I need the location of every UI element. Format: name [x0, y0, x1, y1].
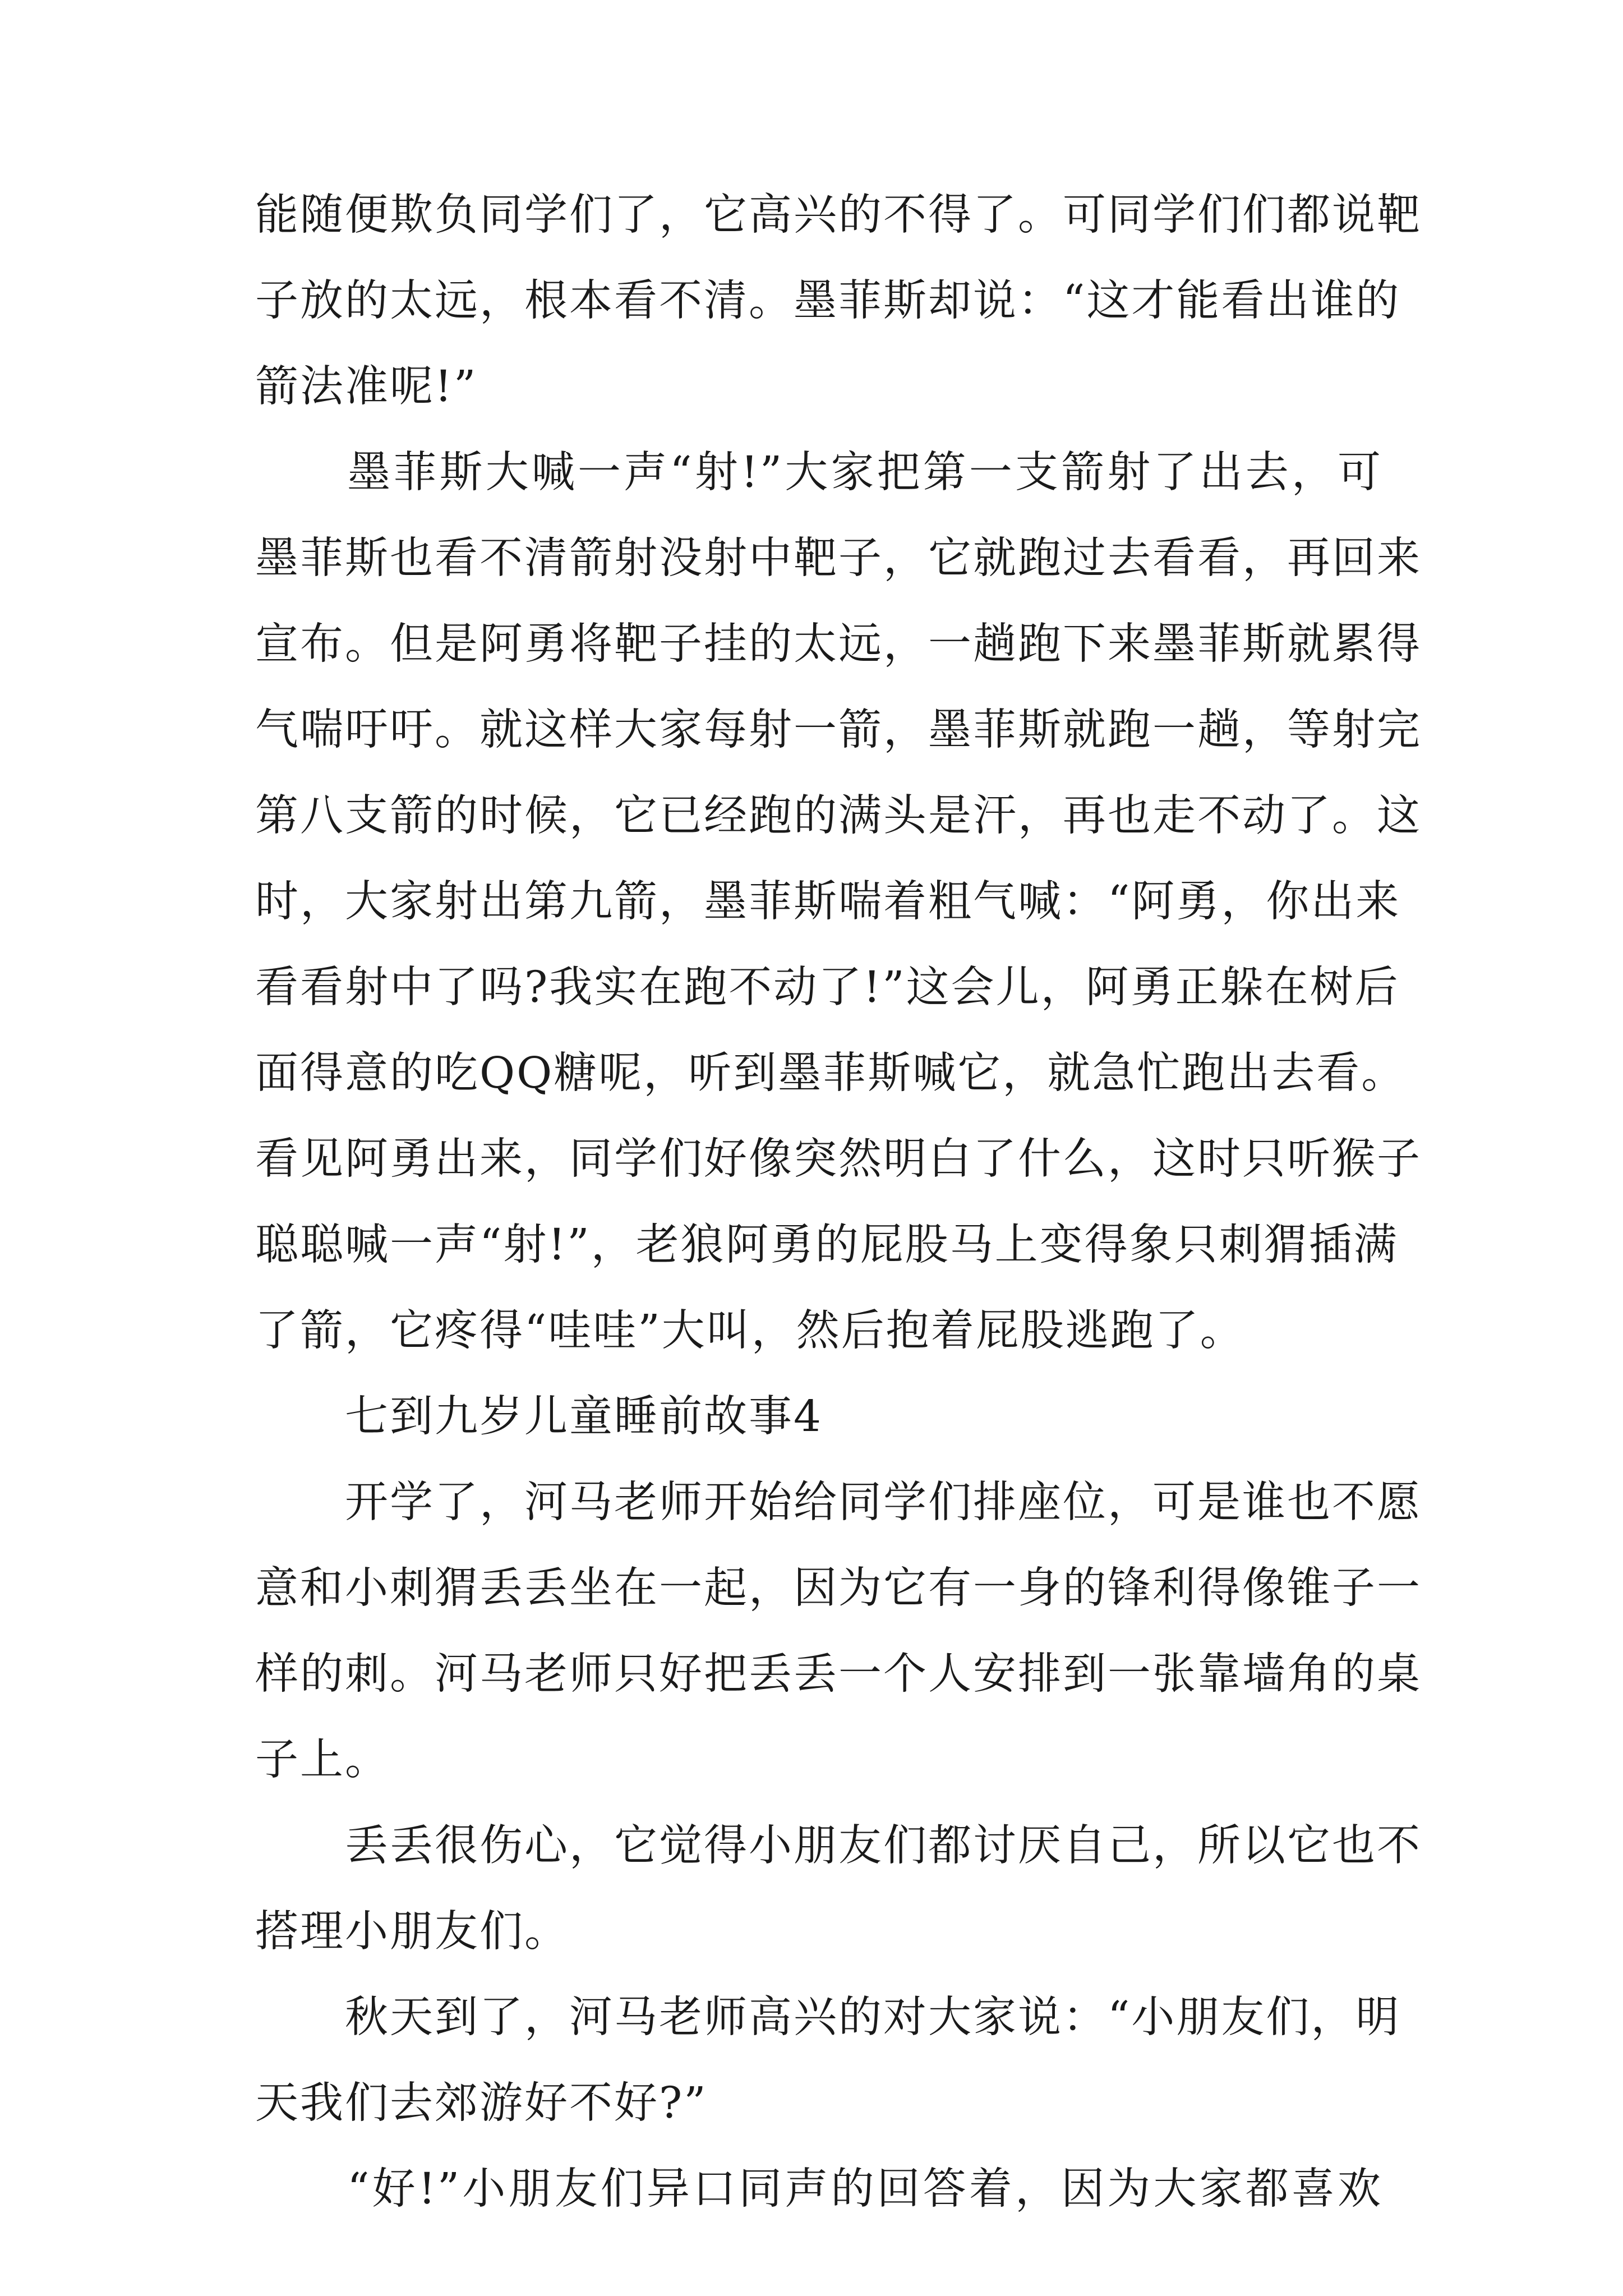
- text-line: 墨菲斯也看不清箭射没射中靶子，它就跑过去看看，再回来: [255, 533, 1422, 583]
- text-line: 样的刺。河马老师只好把丢丢一个人安排到一张靠墙角的桌: [255, 1649, 1422, 1699]
- text-line: 开学了，河马老师开始给同学们排座位，可是谁也不愿: [255, 1478, 1422, 1527]
- text-line: 天我们去郊游好不好?”: [255, 2078, 708, 2128]
- text-line: 第八支箭的时候，它已经跑的满头是汗，再也走不动了。这: [255, 791, 1422, 841]
- text-line: 看见阿勇出来，同学们好像突然明白了什么，这时只听猴子: [255, 1134, 1422, 1184]
- text-line: 搭理小朋友们。: [255, 1907, 569, 1957]
- text-line: 子放的太远，根本看不清。墨菲斯却说：“这才能看出谁的: [255, 276, 1401, 326]
- text-line: 秋天到了，河马老师高兴的对大家说：“小朋友们，明: [255, 1993, 1401, 2042]
- text-line: 意和小刺猬丢丢坐在一起，因为它有一身的锋利得像锥子一: [255, 1563, 1422, 1613]
- text-line: 宣布。但是阿勇将靶子挂的太远，一趟跑下来墨菲斯就累得: [255, 619, 1422, 669]
- text-line: 时，大家射出第九箭，墨菲斯喘着粗气喊：“阿勇，你出来: [255, 877, 1401, 927]
- text-line: 箭法准呢!”: [255, 362, 478, 412]
- text-line: 看看射中了吗?我实在跑不动了!”这会儿，阿勇正躲在树后: [255, 963, 1400, 1013]
- text-line: 丢丢很伤心，它觉得小朋友们都讨厌自己，所以它也不: [255, 1821, 1422, 1871]
- text-line: “好!”小朋友们异口同声的回答着，因为大家都喜欢: [255, 2164, 1382, 2214]
- text-line: 聪聪喊一声“射!”，老狼阿勇的屁股马上变得象只刺猬插满: [255, 1220, 1399, 1270]
- text-line: 能随便欺负同学们了，它高兴的不得了。可同学们们都说靶: [255, 190, 1422, 240]
- text-line: 气喘吁吁。就这样大家每射一箭，墨菲斯就跑一趟，等射完: [255, 705, 1422, 755]
- text-line: 面得意的吃QQ糖呢，听到墨菲斯喊它，就急忙跑出去看。: [255, 1048, 1407, 1098]
- text-line: 子上。: [255, 1735, 390, 1785]
- section-heading: 七到九岁儿童睡前故事4: [255, 1392, 823, 1442]
- text-line: 墨菲斯大喊一声“射!”大家把第一支箭射了出去，可: [255, 448, 1382, 498]
- text-line: 了箭，它疼得“哇哇”大叫，然后抱着屁股逃跑了。: [255, 1306, 1245, 1356]
